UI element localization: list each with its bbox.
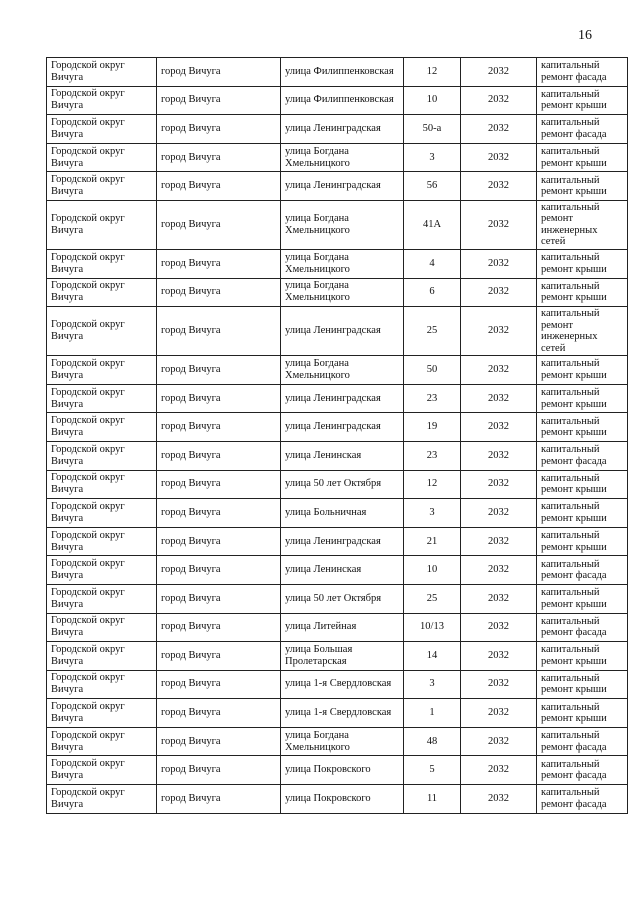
city-cell: город Вичуга	[157, 727, 281, 756]
year-cell: 2032	[461, 670, 537, 699]
table-row	[47, 413, 628, 442]
house-number-cell: 25	[404, 307, 461, 356]
work-type-cell: капитальный ремонт крыши	[537, 642, 628, 671]
work-type-cell: капитальный ремонт крыши	[537, 699, 628, 728]
municipal-district-cell: Городской округ Вичуга	[47, 413, 157, 442]
table-row	[47, 470, 628, 499]
street-cell: улица 50 лет Октября	[281, 470, 404, 499]
municipal-district-cell: Городской округ Вичуга	[47, 527, 157, 556]
table-row	[47, 613, 628, 642]
house-number-cell: 10/13	[404, 613, 461, 642]
year-cell: 2032	[461, 584, 537, 613]
street-cell: улица Ленинская	[281, 441, 404, 470]
year-cell: 2032	[461, 756, 537, 785]
street-cell: улица Богдана Хмельницкого	[281, 249, 404, 278]
year-cell: 2032	[461, 699, 537, 728]
municipal-district-cell: Городской округ Вичуга	[47, 278, 157, 307]
street-cell: улица Ленинградская	[281, 527, 404, 556]
municipal-district-cell: Городской округ Вичуга	[47, 249, 157, 278]
work-type-cell: капитальный ремонт крыши	[537, 527, 628, 556]
city-cell: город Вичуга	[157, 527, 281, 556]
table-row	[47, 756, 628, 785]
work-type-cell: капитальный ремонт крыши	[537, 278, 628, 307]
municipal-district-cell: Городской округ Вичуга	[47, 785, 157, 814]
street-cell: улица Ленинская	[281, 556, 404, 585]
city-cell: город Вичуга	[157, 86, 281, 115]
city-cell: город Вичуга	[157, 785, 281, 814]
city-cell: город Вичуга	[157, 384, 281, 413]
street-cell: улица Покровского	[281, 785, 404, 814]
municipal-district-cell: Городской округ Вичуга	[47, 384, 157, 413]
municipal-district-cell: Городской округ Вичуга	[47, 727, 157, 756]
house-number-cell: 12	[404, 470, 461, 499]
house-number-cell: 1	[404, 699, 461, 728]
table-row	[47, 670, 628, 699]
house-number-cell: 23	[404, 441, 461, 470]
year-cell: 2032	[461, 499, 537, 528]
work-type-cell: капитальный ремонт фасада	[537, 727, 628, 756]
work-type-cell: капитальный ремонт фасада	[537, 785, 628, 814]
municipal-district-cell: Городской округ Вичуга	[47, 499, 157, 528]
street-cell: улица Покровского	[281, 756, 404, 785]
city-cell: город Вичуга	[157, 670, 281, 699]
house-number-cell: 19	[404, 413, 461, 442]
table-row	[47, 58, 628, 87]
city-cell: город Вичуга	[157, 115, 281, 144]
city-cell: город Вичуга	[157, 441, 281, 470]
street-cell: улица Филиппенковская	[281, 58, 404, 87]
work-type-cell: капитальный ремонт крыши	[537, 413, 628, 442]
municipal-district-cell: Городской округ Вичуга	[47, 86, 157, 115]
year-cell: 2032	[461, 115, 537, 144]
house-number-cell: 10	[404, 556, 461, 585]
year-cell: 2032	[461, 307, 537, 356]
house-number-cell: 3	[404, 499, 461, 528]
city-cell: город Вичуга	[157, 499, 281, 528]
city-cell: город Вичуга	[157, 699, 281, 728]
table-row	[47, 584, 628, 613]
municipal-district-cell: Городской округ Вичуга	[47, 172, 157, 201]
table-row	[47, 278, 628, 307]
year-cell: 2032	[461, 356, 537, 385]
house-number-cell: 10	[404, 86, 461, 115]
year-cell: 2032	[461, 613, 537, 642]
municipal-district-cell: Городской округ Вичуга	[47, 584, 157, 613]
work-type-cell: капитальный ремонт крыши	[537, 584, 628, 613]
table-row	[47, 172, 628, 201]
work-type-cell: капитальный ремонт крыши	[537, 143, 628, 172]
table-row	[47, 115, 628, 144]
year-cell: 2032	[461, 441, 537, 470]
year-cell: 2032	[461, 86, 537, 115]
house-number-cell: 56	[404, 172, 461, 201]
street-cell: улица Богдана Хмельницкого	[281, 356, 404, 385]
house-number-cell: 50	[404, 356, 461, 385]
house-number-cell: 48	[404, 727, 461, 756]
municipal-district-cell: Городской округ Вичуга	[47, 699, 157, 728]
street-cell: улица 1-я Свердловская	[281, 699, 404, 728]
municipal-district-cell: Городской округ Вичуга	[47, 441, 157, 470]
city-cell: город Вичуга	[157, 307, 281, 356]
city-cell: город Вичуга	[157, 613, 281, 642]
year-cell: 2032	[461, 249, 537, 278]
street-cell: улица Большая Пролетарская	[281, 642, 404, 671]
house-number-cell: 11	[404, 785, 461, 814]
street-cell: улица Литейная	[281, 613, 404, 642]
year-cell: 2032	[461, 200, 537, 249]
work-type-cell: капитальный ремонт фасада	[537, 441, 628, 470]
street-cell: улица Ленинградская	[281, 115, 404, 144]
work-type-cell: капитальный ремонт инженерных сетей	[537, 307, 628, 356]
work-type-cell: капитальный ремонт крыши	[537, 356, 628, 385]
table-row	[47, 499, 628, 528]
municipal-district-cell: Городской округ Вичуга	[47, 670, 157, 699]
year-cell: 2032	[461, 785, 537, 814]
work-type-cell: капитальный ремонт крыши	[537, 470, 628, 499]
municipal-district-cell: Городской округ Вичуга	[47, 642, 157, 671]
city-cell: город Вичуга	[157, 200, 281, 249]
work-type-cell: капитальный ремонт фасада	[537, 58, 628, 87]
municipal-district-cell: Городской округ Вичуга	[47, 200, 157, 249]
municipal-district-cell: Городской округ Вичуга	[47, 556, 157, 585]
work-type-cell: капитальный ремонт крыши	[537, 172, 628, 201]
house-number-cell: 6	[404, 278, 461, 307]
year-cell: 2032	[461, 527, 537, 556]
street-cell: улица Ленинградская	[281, 384, 404, 413]
street-cell: улица Больничная	[281, 499, 404, 528]
work-type-cell: капитальный ремонт крыши	[537, 249, 628, 278]
table-row	[47, 356, 628, 385]
city-cell: город Вичуга	[157, 470, 281, 499]
year-cell: 2032	[461, 278, 537, 307]
house-number-cell: 41А	[404, 200, 461, 249]
table-row	[47, 384, 628, 413]
municipal-district-cell: Городской округ Вичуга	[47, 307, 157, 356]
city-cell: город Вичуга	[157, 413, 281, 442]
year-cell: 2032	[461, 413, 537, 442]
work-type-cell: капитальный ремонт инженерных сетей	[537, 200, 628, 249]
table-row	[47, 556, 628, 585]
house-number-cell: 25	[404, 584, 461, 613]
table-row	[47, 441, 628, 470]
year-cell: 2032	[461, 384, 537, 413]
house-number-cell: 50-а	[404, 115, 461, 144]
city-cell: город Вичуга	[157, 584, 281, 613]
street-cell: улица 1-я Свердловская	[281, 670, 404, 699]
year-cell: 2032	[461, 556, 537, 585]
year-cell: 2032	[461, 143, 537, 172]
work-type-cell: капитальный ремонт крыши	[537, 384, 628, 413]
registry-body	[47, 58, 628, 814]
repair-registry-table	[46, 57, 628, 814]
year-cell: 2032	[461, 642, 537, 671]
house-number-cell: 3	[404, 143, 461, 172]
municipal-district-cell: Городской округ Вичуга	[47, 58, 157, 87]
year-cell: 2032	[461, 172, 537, 201]
house-number-cell: 5	[404, 756, 461, 785]
city-cell: город Вичуга	[157, 556, 281, 585]
year-cell: 2032	[461, 727, 537, 756]
table-row	[47, 86, 628, 115]
municipal-district-cell: Городской округ Вичуга	[47, 756, 157, 785]
table-row	[47, 727, 628, 756]
work-type-cell: капитальный ремонт фасада	[537, 556, 628, 585]
work-type-cell: капитальный ремонт фасада	[537, 613, 628, 642]
work-type-cell: капитальный ремонт крыши	[537, 86, 628, 115]
street-cell: улица Ленинградская	[281, 172, 404, 201]
street-cell: улица Богдана Хмельницкого	[281, 727, 404, 756]
house-number-cell: 4	[404, 249, 461, 278]
table-row	[47, 642, 628, 671]
street-cell: улица Богдана Хмельницкого	[281, 278, 404, 307]
street-cell: улица 50 лет Октября	[281, 584, 404, 613]
table-row	[47, 699, 628, 728]
house-number-cell: 14	[404, 642, 461, 671]
municipal-district-cell: Городской округ Вичуга	[47, 115, 157, 144]
city-cell: город Вичуга	[157, 249, 281, 278]
street-cell: улица Ленинградская	[281, 307, 404, 356]
house-number-cell: 3	[404, 670, 461, 699]
city-cell: город Вичуга	[157, 642, 281, 671]
street-cell: улица Богдана Хмельницкого	[281, 143, 404, 172]
street-cell: улица Филиппенковская	[281, 86, 404, 115]
table-row	[47, 307, 628, 356]
work-type-cell: капитальный ремонт крыши	[537, 670, 628, 699]
municipal-district-cell: Городской округ Вичуга	[47, 143, 157, 172]
city-cell: город Вичуга	[157, 143, 281, 172]
page-number: 16	[578, 28, 592, 43]
table-row	[47, 527, 628, 556]
work-type-cell: капитальный ремонт фасада	[537, 115, 628, 144]
city-cell: город Вичуга	[157, 172, 281, 201]
street-cell: улица Богдана Хмельницкого	[281, 200, 404, 249]
city-cell: город Вичуга	[157, 356, 281, 385]
table-row	[47, 249, 628, 278]
city-cell: город Вичуга	[157, 58, 281, 87]
table-row	[47, 200, 628, 249]
table-row	[47, 143, 628, 172]
work-type-cell: капитальный ремонт крыши	[537, 499, 628, 528]
house-number-cell: 12	[404, 58, 461, 87]
city-cell: город Вичуга	[157, 756, 281, 785]
municipal-district-cell: Городской округ Вичуга	[47, 470, 157, 499]
municipal-district-cell: Городской округ Вичуга	[47, 613, 157, 642]
street-cell: улица Ленинградская	[281, 413, 404, 442]
work-type-cell: капитальный ремонт фасада	[537, 756, 628, 785]
house-number-cell: 23	[404, 384, 461, 413]
year-cell: 2032	[461, 58, 537, 87]
house-number-cell: 21	[404, 527, 461, 556]
table-row	[47, 785, 628, 814]
municipal-district-cell: Городской округ Вичуга	[47, 356, 157, 385]
year-cell: 2032	[461, 470, 537, 499]
city-cell: город Вичуга	[157, 278, 281, 307]
